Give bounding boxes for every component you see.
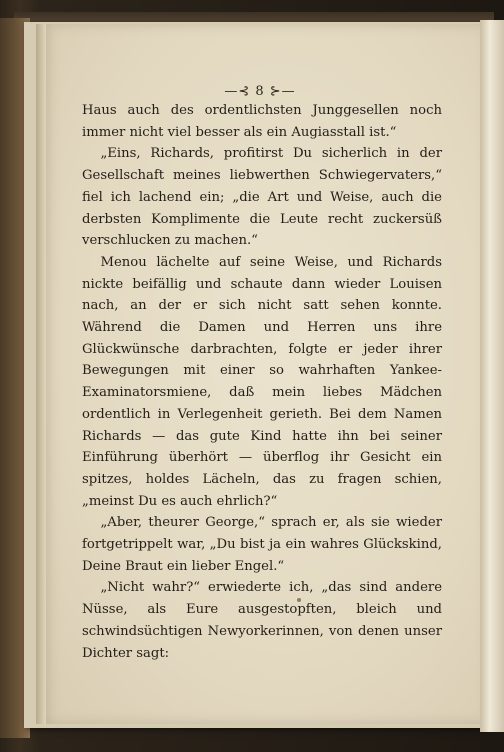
paragraph: „Aber, theurer George,“ sprach er, als sie wieder fortgetrippelt war, „Du bist ja ein wahres Glückskind, Deine Braut ein lieber Engel.“	[82, 515, 442, 574]
paragraph: Menou lächelte auf seine Weise, und Richards nickte beifällig und schaute dann wieder Louisen nach, an der er sich nicht satt sehen konnte. Während die Damen und Herren uns ihre Glückwünsche darbrachten, folgte er jeder ihrer Bewegungen mit einer so wahrhaften Yankee-Examinatorsmiene, daß mein liebes Mädchen ordentlich in Verlegenheit gerieth. Bei dem Namen Richards — das gute Kind hatte ihn bei seiner Einführung überhört — überflog ihr Gesicht ein spitzes, holdes Lächeln, das zu fragen schien, „meinst Du es auch ehrlich?“	[82, 254, 442, 509]
ink-spot	[297, 598, 301, 602]
page-number: —⊰ 8 ⊱—	[224, 84, 296, 99]
page-fore-edge	[480, 20, 504, 732]
page-text	[82, 100, 442, 664]
paragraph: Haus auch des ordentlichsten Junggesellen noch immer nicht viel besser als ein Augiasstall ist.“	[82, 103, 442, 140]
paragraph: „Eins, Richards, profitirst Du sicherlich in der Gesellschaft meines liebwerthen Schwiegervaters,“ fiel ich lachend ein; „die Art und Weise, auch die derbsten Komplimente die Leute recht zuckersüß verschlucken zu machen.“	[82, 146, 442, 249]
page-gutter	[36, 24, 46, 724]
paragraph: „Nicht wahr?“ erwiederte ich, „das sind andere Nüsse, als Eure ausgestopften, bleich und schwindsüchtigen Newyorkerinnen, von denen unser Dichter sagt:	[82, 580, 442, 661]
